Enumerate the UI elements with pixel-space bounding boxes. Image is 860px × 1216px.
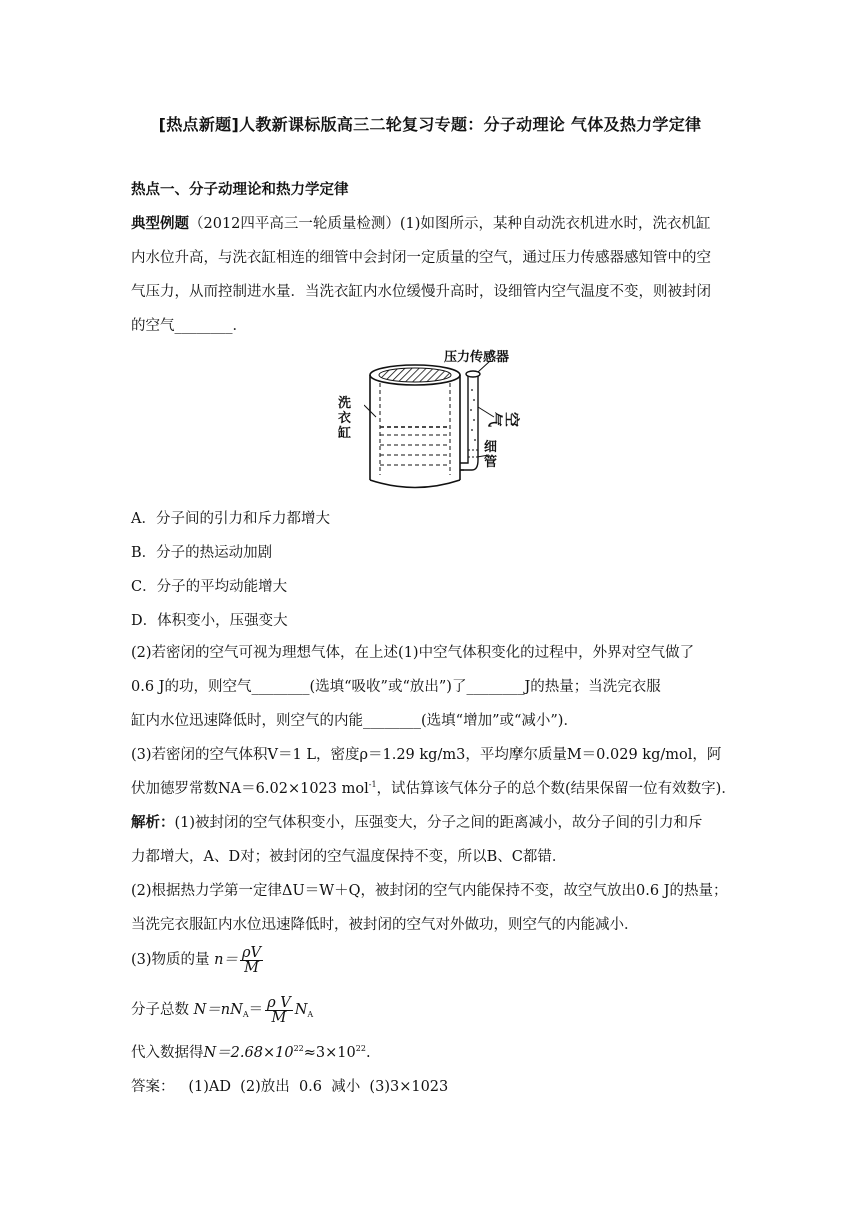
formula1-numerator: ρV bbox=[242, 944, 261, 961]
formula2-prefix: 分子总数 bbox=[131, 1002, 189, 1018]
label-drum: 洗衣缸 bbox=[338, 396, 352, 441]
question3-text-a: 伏加德罗常数NA＝6.02×1023 mol bbox=[131, 781, 369, 797]
example-label: 典型例题 bbox=[131, 216, 189, 232]
result-sup-1: 22 bbox=[293, 1044, 304, 1053]
formula-total bbox=[131, 993, 313, 1027]
result-a: N＝2.68×10 bbox=[203, 1045, 294, 1061]
question1-line-4: 的空气________． bbox=[131, 318, 247, 334]
analysis-line-2: 力都增大，A、D对；被封闭的空气温度保持不变，所以B、C都错． bbox=[131, 849, 567, 865]
analysis-line-3: (2)根据热力学第一定律ΔU＝W＋Q，被封闭的空气内能保持不变，故空气放出0.6 J的热量； bbox=[131, 883, 728, 899]
question3-line-2 bbox=[131, 779, 736, 799]
analysis-line-1 bbox=[131, 813, 703, 833]
result-prefix: 代入数据得 bbox=[131, 1045, 204, 1061]
question1-line-1 bbox=[131, 214, 710, 234]
formula2-fraction bbox=[265, 996, 293, 1025]
label-air: 空气 bbox=[486, 412, 521, 428]
question3-line-1: (3)若密闭的空气体积V＝1 L，密度ρ＝1.29 kg/m3，平均摩尔质量M＝0.029 kg/mol，阿 bbox=[131, 747, 722, 763]
formula2-tail-sub: A bbox=[307, 1010, 314, 1019]
label-pressure-sensor: 压力传感器 bbox=[444, 350, 510, 365]
label-tube: 细管 bbox=[484, 440, 498, 470]
formula2-lhs: N＝nN bbox=[193, 1002, 243, 1018]
question1-text-1: （2012四平高三一轮质量检测）(1)如图所示，某种自动洗衣机进水时，洗衣机缸 bbox=[189, 216, 711, 232]
analysis-label: 解析： bbox=[131, 815, 175, 831]
question1-line-3: 气压力，从而控制进水量．当洗衣缸内水位缓慢升高时，设细管内空气温度不变，则被封闭 bbox=[131, 284, 711, 300]
question3-text-b: ，试估算该气体分子的总个数(结果保留一位有效数字)． bbox=[376, 781, 736, 797]
formula2-numerator: ρ V bbox=[267, 994, 291, 1011]
question2-line-3: 缸内水位迅速降低时，则空气的内能________(选填“增加”或“减小”)． bbox=[131, 713, 578, 729]
result-end: . bbox=[365, 1045, 371, 1061]
formula1-prefix: (3)物质的量 bbox=[131, 952, 210, 968]
formula1-fraction bbox=[240, 946, 263, 975]
answer-line: 答案： (1)AD (2)放出 0.6 减小 (3)3×1023 bbox=[131, 1079, 449, 1095]
formula1-denominator: M bbox=[244, 959, 259, 976]
formula1-lhs: n＝ bbox=[214, 952, 238, 968]
result-sup-2: 22 bbox=[355, 1044, 366, 1053]
question2-line-2: 0.6 J的功，则空气________(选填“吸收”或“放出”)了________J的热量；当洗完衣服 bbox=[131, 679, 661, 695]
option-b: B．分子的热运动加剧 bbox=[131, 545, 273, 561]
question3-sup: -1 bbox=[368, 780, 377, 789]
result-line bbox=[131, 1043, 371, 1063]
question2-line-1: (2)若密闭的空气可视为理想气体，在上述(1)中空气体积变化的过程中，外界对空气做了 bbox=[131, 645, 695, 661]
document-title: [热点新题]人教新课标版高三二轮复习专题：分子动理论 气体及热力学定律 bbox=[158, 115, 702, 134]
question1-line-2: 内水位升高，与洗衣缸相连的细管中会封闭一定质量的空气，通过压力传感器感知管中的空 bbox=[131, 250, 711, 266]
formula-amount bbox=[131, 943, 265, 977]
option-d: D．体积变小，压强变大 bbox=[131, 613, 288, 629]
formula2-sub: A bbox=[242, 1010, 249, 1019]
formula2-eq: ＝ bbox=[248, 1002, 264, 1018]
section-heading: 热点一、分子动理论和热力学定律 bbox=[131, 182, 349, 198]
option-a: A．分子间的引力和斥力都增大 bbox=[131, 511, 330, 527]
analysis-text-1: (1)被封闭的空气体积变小，压强变大，分子之间的距离减小，故分子间的引力和斥 bbox=[174, 815, 703, 831]
option-c: C．分子的平均动能增大 bbox=[131, 579, 288, 595]
formula2-denominator: M bbox=[271, 1009, 287, 1026]
result-b: ≈3×10 bbox=[303, 1045, 356, 1061]
analysis-line-4: 当洗完衣服缸内水位迅速降低时，被封闭的空气对外做功，则空气的内能减小． bbox=[131, 917, 639, 933]
formula2-tail: N bbox=[294, 1002, 308, 1018]
